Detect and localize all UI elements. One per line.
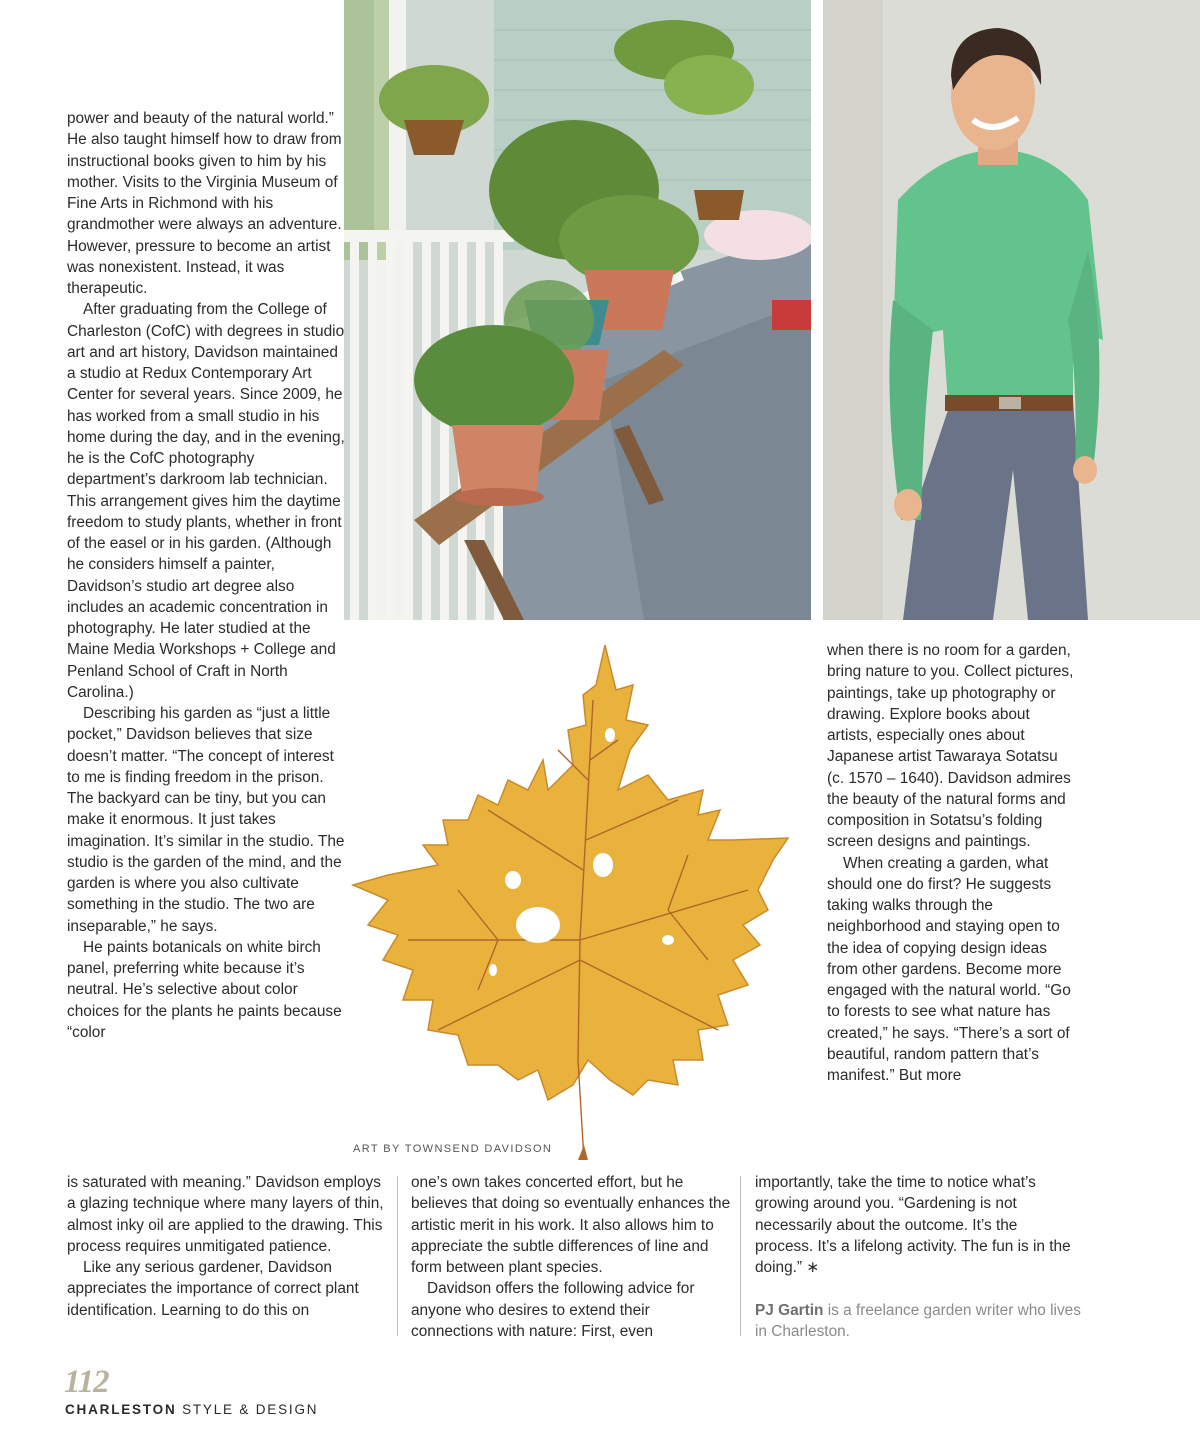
page-number: 112 <box>64 1364 109 1400</box>
portrait-photo <box>823 0 1200 620</box>
article-paragraph: He paints botanicals on white birch panel, preferring white because it’s neutral. He’s selective about color choices for the plants he paints because “color <box>67 938 342 1041</box>
author-name: PJ Gartin <box>755 1302 824 1319</box>
article-paragraph: power and beauty of the natural world.” He also taught himself how to draw from instructional books given to him by his mother. Visits to the Virginia Museum of Fine Arts in Richmond with his grandmother were always an adventure. However, pressure to become an artist was nonexistent. Instead, it was therapeutic. <box>67 110 342 297</box>
article-column-3-upper <box>827 640 1077 1086</box>
article-column-3-lower <box>755 1172 1075 1278</box>
article-column-2 <box>411 1172 731 1342</box>
article-paragraph: when there is no room for a garden, bring nature to you. Collect pictures, paintings, take up photography or drawing. Explore books about artists, especially ones about Japanese artist Tawaraya Sotatsu (c. 1570 – 1640). Davidson admires the beauty of the natural forms and composition in Sotatsu’s folding screen designs and paintings. <box>827 642 1074 851</box>
column-divider <box>740 1176 741 1336</box>
article-column-1-upper <box>67 108 347 1043</box>
column-divider <box>397 1176 398 1336</box>
article-paragraph: Describing his garden as “just a little pocket,” Davidson believes that size doesn’t matter. “The concept of interest to me is finding freedom in the prison. The backyard can be tiny, but you can make it enormous. It just takes imagination. It’s similar in the studio. The studio is the garden of the mind, and the garden is where you also cultivate something in the studio. The two are inseparable,” he says. <box>67 705 345 935</box>
article-paragraph: After graduating from the College of Charleston (CofC) with degrees in studio art and art history, Davidson maintained a studio at Redux Contemporary Art Center for several years. Since 2009, he has worked from a small studio in his home during the day, and in the evening, he is the CofC photography department’s darkroom lab technician. This arrangement gives him the daytime freedom to study plants, whether in front of the easel or in his garden. (Although he considers himself a painter, Davidson’s studio art degree also includes an academic concentration in photography. He later studied at the Maine Media Workshops + College and Penland School of Craft in North Carolina.) <box>67 301 345 701</box>
author-bio-text: is a freelance garden writer who lives in Charleston. <box>755 1302 1081 1341</box>
article-paragraph: Davidson offers the following advice for anyone who desires to extend their connections with nature: First, even <box>411 1280 695 1340</box>
art-credit: ART BY TOWNSEND DAVIDSON <box>353 1143 553 1155</box>
article-paragraph: importantly, take the time to notice what’s growing around you. “Gardening is not necessarily about the outcome. It’s the process. It’s a lifelong activity. The fun is in the doing.” ∗ <box>755 1174 1071 1276</box>
author-bio <box>755 1300 1085 1343</box>
article-paragraph: is saturated with meaning.” Davidson employs a glazing technique where many layers of thin, almost inky oil are applied to the drawing. This process requires unmitigated patience. <box>67 1174 384 1255</box>
article-column-1-lower <box>67 1172 387 1321</box>
porch-photo <box>344 0 811 620</box>
leaf-artwork <box>348 640 798 1170</box>
article-paragraph: When creating a garden, what should one do first? He suggests taking walks through the neighborhood and staying open to the idea of copying design ideas from other gardens. Become more engaged with the natural world. “Go to forests to see what nature has created,” he says. “There’s a sort of beautiful, random pattern that’s manifest.” But more <box>827 854 1071 1084</box>
masthead-rest: STYLE & DESIGN <box>176 1402 319 1417</box>
article-paragraph: one’s own takes concerted effort, but he believes that doing so eventually enhances the artistic merit in his work. It also allows him to appreciate the subtle differences of line and form between plant species. <box>411 1174 731 1276</box>
masthead-bold: CHARLESTON <box>65 1402 177 1417</box>
magazine-masthead <box>65 1402 318 1417</box>
article-paragraph: Like any serious gardener, Davidson appreciates the importance of correct plant identification. Learning to do this on <box>67 1259 359 1319</box>
